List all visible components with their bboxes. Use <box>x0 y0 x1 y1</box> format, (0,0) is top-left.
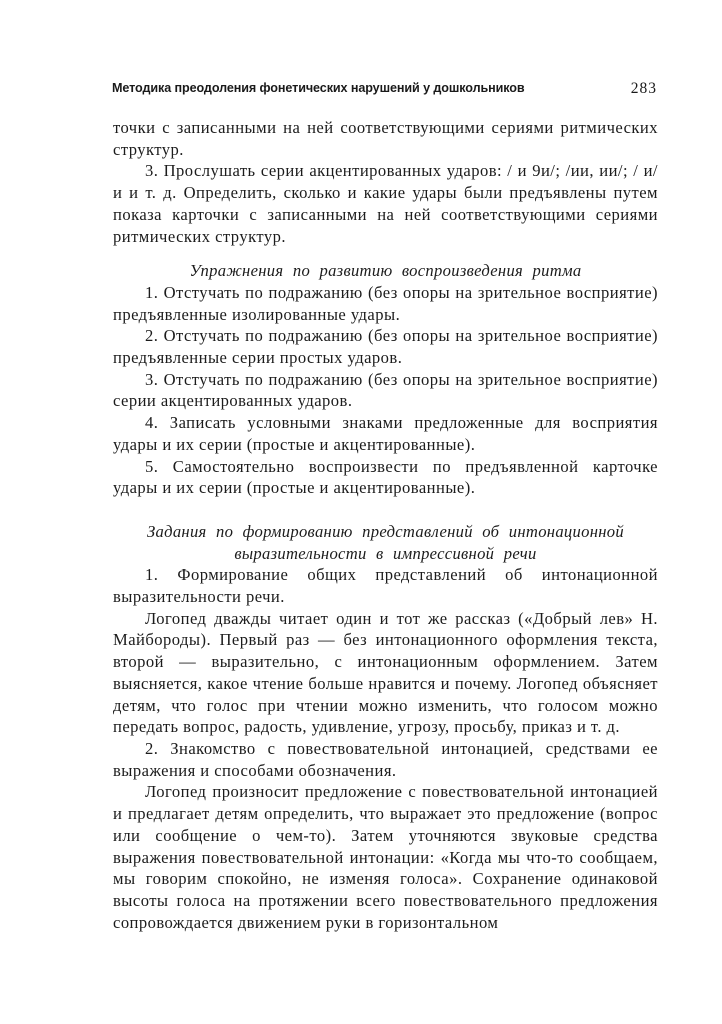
page-number: 283 <box>630 80 657 97</box>
running-title: Методика преодоления фонетических нарушений у дошкольников <box>112 81 525 95</box>
exercise-item-5: 5. Самостоятельно воспроизвести по предъявленной карточке удары и их серии (простые и акцентированные). <box>113 456 658 498</box>
exercise-item-2: 2. Отстучать по подражанию (без опоры на зрительное восприятие) предъявленные серии простых ударов. <box>113 326 658 368</box>
page-body <box>113 117 658 933</box>
task-item-1: 1. Формирование общих представлений об интонационной выразительности речи. <box>113 565 658 607</box>
paragraph-narrative-intonation: Логопед произносит предложение с повествовательной интонацией и предлагает детям определить, что выражает это предложение (вопрос или сообщение о чем-то). Затем уточняются звуковые средства выражения повествовательной интонации: «Когда мы что-то сообщаем, мы говорим спокойно, не изменяя голоса». Сохранение одинаковой высоты голоса на протяжении всего повествовательного предложения сопровождается движением руки в горизонтальном <box>113 782 658 932</box>
task-item-2: 2. Знакомство с повествовательной интонацией, средствами ее выражения и способами обозначения. <box>113 738 658 780</box>
section-heading-rhythm-exercises: Упражнения по развитию воспроизведения ритма <box>189 261 582 281</box>
paragraph-continuation: точки с записанными на ней соответствующими сериями ритмических структур. <box>113 118 658 159</box>
exercise-item-4: 4. Записать условными знаками предложенные для восприятия удары и их серии (простые и акцентированные). <box>113 413 658 454</box>
page-header <box>112 80 657 102</box>
section-heading-intonation-tasks: Задания по формированию представлений об интонационной выразительности в импрессивной речи <box>147 521 624 563</box>
paragraph-story-reading: Логопед дважды читает один и тот же рассказ («Добрый лев» Н. Майбороды). Первый раз — без интонационного оформления текста, второй — выразительно, с интонационным оформлением. Затем выясняется, какое чтение больше нравится и почему. Логопед объясняет детям, что голос при чтении можно изменить, что голосом можно передать вопрос, радость, удивление, угрозу, просьбу, приказ и т. д. <box>113 608 658 737</box>
exercise-item-1: 1. Отстучать по подражанию (без опоры на зрительное восприятие) предъявленные изолированные удары. <box>113 282 658 324</box>
exercise-item-3: 3. Отстучать по подражанию (без опоры на зрительное восприятие) серии акцентированных ударов. <box>113 369 658 411</box>
paragraph-accented-beats: 3. Прослушать серии акцентированных ударов: / и 9и/; /ии, ии/; / и/и и т. д. Определить, сколько и какие удары были предъявлены путем показа карточки с записанными на ней соответствующими сериями ритмических структур. <box>113 161 658 246</box>
